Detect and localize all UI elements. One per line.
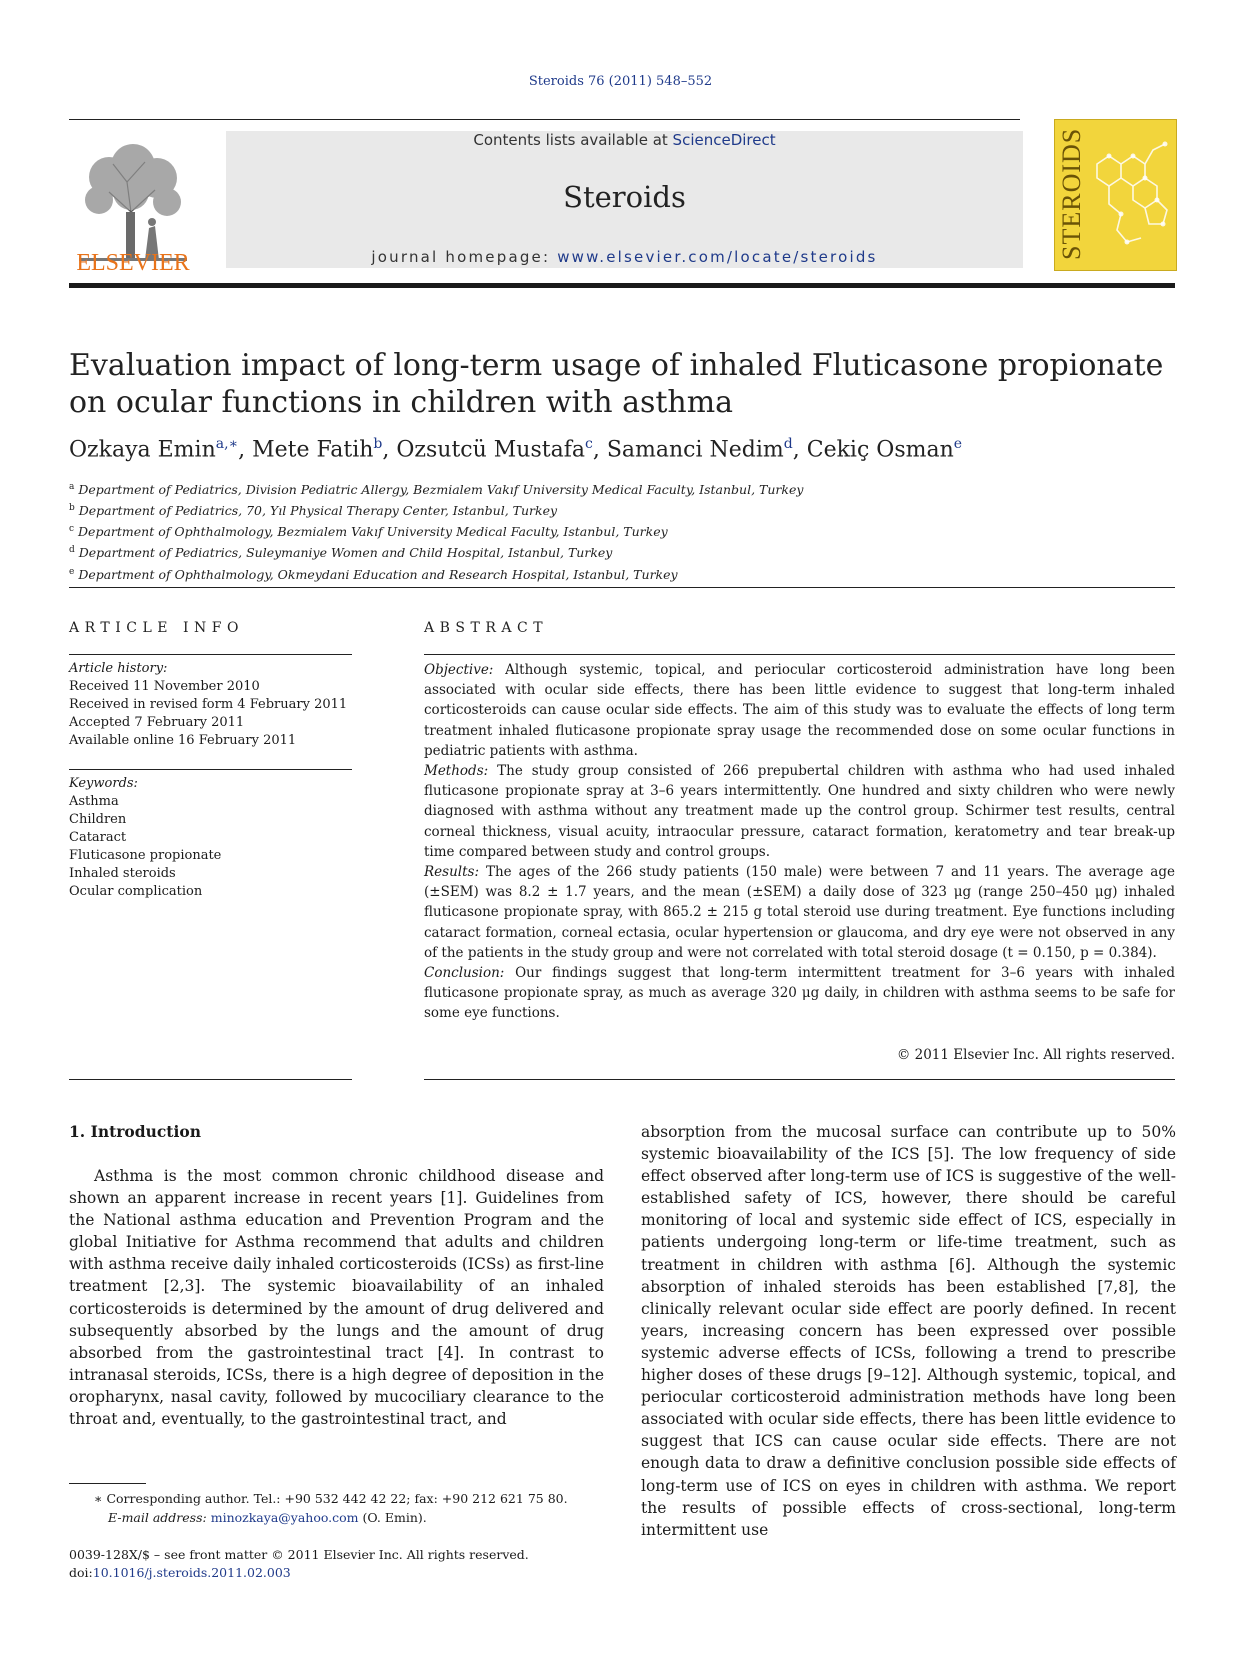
contents-line	[226, 131, 1023, 149]
section-heading-introduction: 1. Introduction	[69, 1122, 201, 1141]
objective-label: Objective:	[424, 662, 494, 678]
conclusion-text: Our findings suggest that long-term intermittent treatment for 3–6 years with inhaled fluticasone propionate spray, as much as average 320 μg daily, in children with asthma seems to be safe for some eye functions.	[424, 965, 1175, 1022]
journal-cover	[1054, 119, 1177, 271]
cover-title: STEROIDS	[1057, 127, 1086, 260]
author-affiliation-marker[interactable]: b	[373, 436, 383, 452]
author-separator: ,	[238, 437, 253, 463]
keyword-item: Fluticasone propionate	[69, 848, 222, 863]
affiliation-text: Department of Pediatrics, Division Pediatric Allergy, Bezmialem Vakıf University Medical Faculty, Istanbul, Turkey	[78, 482, 804, 498]
author-affiliation-marker[interactable]: c	[585, 436, 593, 452]
body-column-left	[69, 1165, 604, 1430]
author-name: Mete Fatih	[252, 437, 374, 463]
article-info-heading: ARTICLE INFO	[69, 620, 244, 636]
homepage-line	[226, 248, 1023, 266]
affiliation-item	[69, 541, 1179, 562]
affiliation-text: Department of Pediatrics, Suleymaniye Women and Child Hospital, Istanbul, Turkey	[78, 545, 613, 561]
journal-name: Steroids	[563, 180, 686, 214]
footnote-rule	[69, 1483, 146, 1484]
article-title: Evaluation impact of long-term usage of inhaled Fluticasone propionate on ocular functions in children with asthma	[69, 348, 1164, 420]
conclusion-label: Conclusion:	[424, 965, 505, 982]
keywords	[69, 775, 359, 901]
abstract-objective	[424, 660, 1175, 761]
front-matter	[69, 1546, 604, 1582]
journal-reference[interactable]: Steroids 76 (2011) 548–552	[528, 74, 713, 89]
keyword-item: Cataract	[69, 830, 127, 845]
article-info-rule-bottom	[69, 1079, 352, 1080]
doi-line	[69, 1564, 604, 1582]
methods-label: Methods:	[424, 763, 489, 780]
email-link[interactable]: minozkaya@yahoo.com	[210, 1510, 359, 1525]
header-bottom-rule	[69, 283, 1175, 288]
author-separator: ,	[592, 437, 607, 463]
affiliation-marker: b	[69, 503, 75, 514]
affiliation-text: Department of Ophthalmology, Okmeydani Education and Research Hospital, Istanbul, Turkey	[78, 566, 678, 582]
article-info-rule-middle	[69, 769, 352, 770]
affiliation-marker: d	[69, 545, 75, 556]
author-separator: ,	[382, 437, 397, 463]
corresponding-author-line: ∗ Corresponding author. Tel.: +90 532 442 42 22; fax: +90 212 621 75 80.	[94, 1491, 568, 1506]
keyword-item: Inhaled steroids	[69, 866, 176, 881]
doi-link[interactable]: 10.1016/j.steroids.2011.02.003	[92, 1565, 291, 1580]
elsevier-logo-word: ELSEVIER	[76, 250, 190, 276]
history-item: Accepted 7 February 2011	[69, 715, 245, 730]
affiliation-item	[69, 563, 1179, 584]
abstract-body	[424, 660, 1175, 1024]
author-separator: ,	[792, 437, 807, 463]
history-item: Received 11 November 2010	[69, 679, 260, 694]
homepage-prefix: journal homepage:	[371, 248, 558, 266]
author-name: Cekiç Osman	[806, 437, 954, 463]
keywords-label: Keywords:	[69, 776, 138, 791]
keyword-item: Children	[69, 812, 127, 827]
affiliation-item	[69, 499, 1179, 520]
abstract-results	[424, 862, 1175, 963]
email-label: E-mail address:	[108, 1510, 207, 1525]
author-name: Samanci Nedim	[606, 437, 784, 463]
affiliation-marker: a	[69, 482, 75, 492]
affiliation-item	[69, 520, 1179, 541]
header-top-rule	[69, 119, 1020, 120]
email-suffix: (O. Emin).	[358, 1510, 427, 1525]
author-affiliation-marker[interactable]: d	[783, 436, 793, 452]
keyword-item: Asthma	[69, 794, 119, 809]
author-name: Ozkaya Emin	[69, 437, 216, 463]
intro-paragraph-1: Asthma is the most common chronic childhood disease and shown an apparent increase in recent years [1]. Guidelines from the National asthma education and Prevention Program and the global Initiative for Asthma recommend that adults and children with asthma receive daily inhaled corticosteroids (ICSs) as first-line treatment [2,3]. The systemic bioavailability of an inhaled corticosteroids is determined by the amount of drug delivered and subsequently absorbed by the lungs and the amount of drug absorbed from the gastrointestinal tract [4]. In contrast to intranasal steroids, ICSs, there is a high degree of deposition in the oropharynx, nasal cavity, followed by mucociliary clearance to the throat and, eventually, to the gastrointestinal tract, and	[69, 1167, 604, 1429]
abstract-conclusion	[424, 963, 1175, 1024]
article-history	[69, 660, 359, 750]
affiliation-text: Department of Ophthalmology, Bezmialem Vakıf University Medical Faculty, Istanbul, Turkey	[78, 524, 668, 540]
history-item: Received in revised form 4 February 2011	[69, 697, 348, 712]
corresponding-author-footnote	[69, 1489, 604, 1527]
contents-prefix: Contents lists available at	[473, 131, 673, 149]
abstract-rule-top	[424, 654, 1175, 655]
author-name: Ozsutcü Mustafa	[396, 437, 585, 463]
abstract-heading: ABSTRACT	[424, 620, 549, 636]
homepage-link[interactable]: www.elsevier.com/locate/steroids	[557, 248, 878, 266]
article-info-rule-top	[69, 654, 352, 655]
affiliation-item	[69, 478, 1179, 499]
results-label: Results:	[424, 864, 479, 881]
email-line	[83, 1508, 604, 1527]
affiliation-marker: e	[69, 566, 75, 577]
results-text: The ages of the 266 study patients (150 male) were between 7 and 11 years. The average age (±SEM) was 8.2 ± 1.7 years, and the mean (±SEM) a daily dose of 323 μg (range 250–450 μg) inhaled fluticasone propionate spray, with 865.2 ± 215 g total steroid use during treatment. Eye functions including cataract formation, corneal ectasia, ocular hypertension or glaucoma, and dry eye were not observed in any of the patients in the study group and were not correlated with total steroid dosage (t = 0.150, p = 0.384).	[424, 864, 1175, 961]
affiliation-marker: c	[69, 524, 75, 535]
abstract-copyright: © 2011 Elsevier Inc. All rights reserved.	[896, 1047, 1175, 1063]
abstract-rule-bottom	[424, 1079, 1175, 1080]
affiliation-list	[69, 478, 1179, 584]
author-affiliation-marker[interactable]: e	[953, 436, 963, 452]
title-rule	[69, 587, 1175, 588]
keyword-item: Ocular complication	[69, 884, 203, 899]
objective-text: Although systemic, topical, and periocular corticosteroid administration have long been associated with ocular side effects, there has been little evidence to suggest that long-term inhaled corticosteroids can cause ocular side effects. The aim of this study was to evaluate the effects of long term treatment inhaled fluticasone propionate spray usage the recommended dose on some ocular functions in pediatric patients with asthma.	[424, 662, 1175, 759]
sciencedirect-link[interactable]: ScienceDirect	[672, 131, 776, 149]
abstract-methods	[424, 761, 1175, 862]
molecule-structure-icon	[1087, 124, 1173, 266]
body-column-right	[641, 1121, 1176, 1541]
intro-paragraph-continued: absorption from the mucosal surface can contribute up to 50% systemic bioavailability of the ICS [5]. The low frequency of side effect observed after long-term use of ICS is suggestive of the well-established safety of ICS, however, there should be careful monitoring of local and systemic side effect of ICS, especially in patients undergoing long-term or life-time treatment, such as treatment in children with asthma [6]. Although the systemic absorption of inhaled steroids has been established [7,8], the clinically relevant ocular side effect are poorly defined. In recent years, increasing concern has been expressed over possible systemic adverse effects of ICSs, following a trend to prescribe higher doses of these drugs [9–12]. Although systemic, topical, and periocular corticosteroid administration methods have long been associated with ocular side effects, there has been little evidence to suggest that ICS can cause ocular side effects. There are not enough data to draw a definitive conclusion possible side effects of long-term use of ICS on eyes in children with asthma. We report the results of possible effects of cross-sectional, long-term intermittent use	[641, 1123, 1176, 1539]
doi-prefix: doi:	[69, 1565, 93, 1580]
author-list	[69, 436, 1179, 462]
history-item: Available online 16 February 2011	[69, 733, 297, 748]
article-history-label: Article history:	[69, 661, 168, 676]
methods-text: The study group consisted of 266 prepubertal children with asthma who had used inhaled fluticasone propionate spray at 3–6 years intermittently. One hundred and sixty children who were newly diagnosed with asthma without any treatment made up the control group. Schirmer test results, central corneal thickness, visual acuity, intraocular pressure, cataract formation, keratometry and tear break-up time compared between study and control groups.	[424, 763, 1175, 860]
author-affiliation-marker[interactable]: a,∗	[215, 436, 239, 452]
affiliation-text: Department of Pediatrics, 70, Yıl Physical Therapy Center, Istanbul, Turkey	[78, 503, 558, 519]
issn-line: 0039-128X/$ – see front matter © 2011 Elsevier Inc. All rights reserved.	[69, 1547, 529, 1562]
